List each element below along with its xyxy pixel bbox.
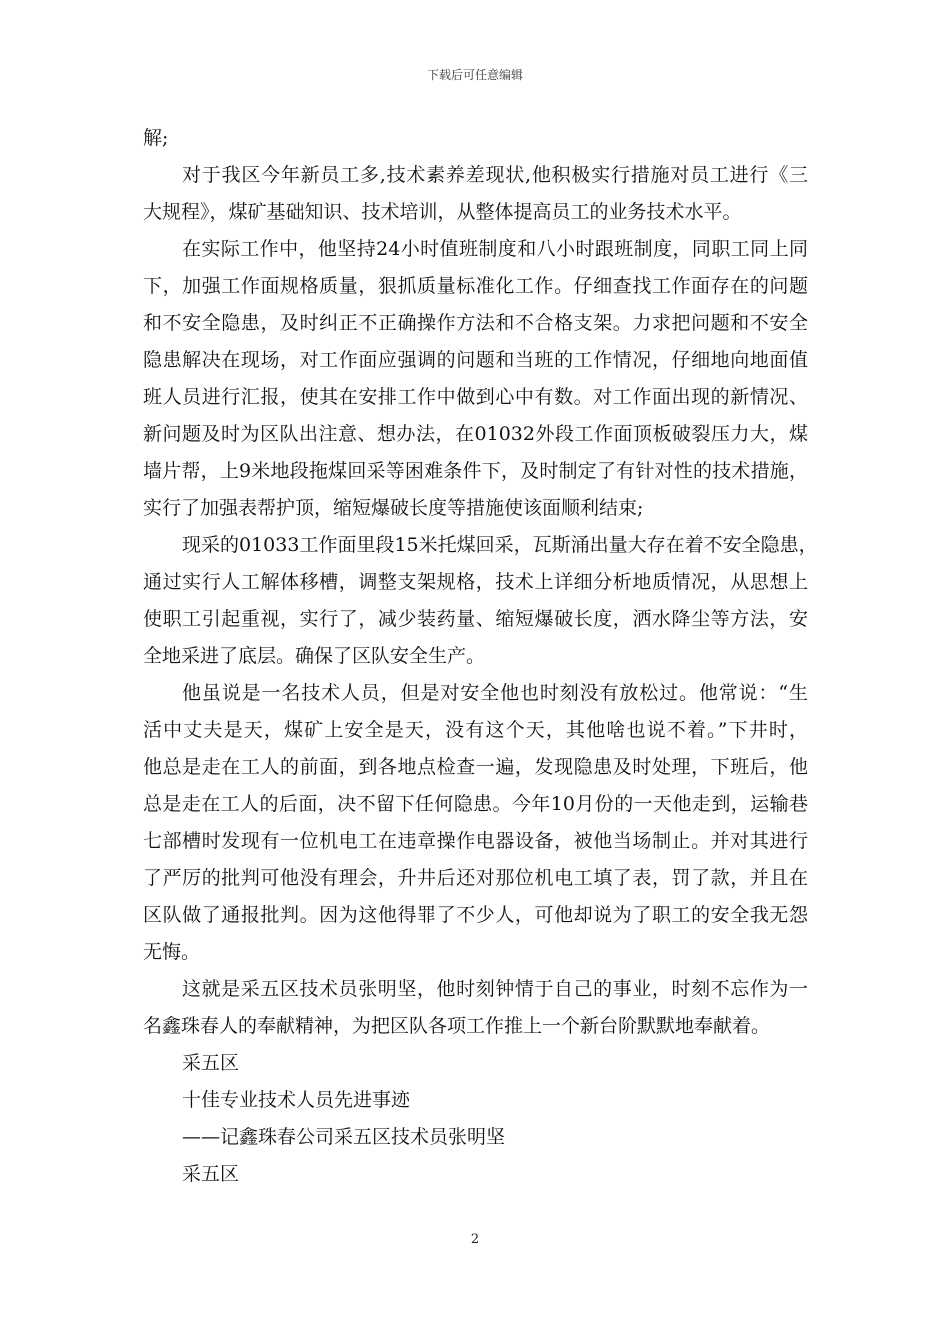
page-number: 2 [470, 1232, 480, 1247]
text-line: 班人员进行汇报，使其在安排工作中做到心中有数。对工作面出现的新情况、 [143, 386, 808, 408]
text-line: 名鑫珠春人的奉献精神，为把区队各项工作推上一个新台阶默默地奉献着。 [143, 1015, 771, 1037]
text-line: 解; [143, 127, 169, 149]
text-line: 通过实行人工解体移槽，调整支架规格，技术上详细分析地质情况，从思想上 [143, 571, 808, 593]
text-line: 下，加强工作面规格质量，狠抓质量标准化工作。仔细查找工作面存在的问题 [143, 275, 808, 297]
text-line: 七部槽时发现有一位机电工在违章操作电器设备，被他当场制止。并对其进行 [143, 830, 808, 852]
text-line: 大规程》，煤矿基础知识、技术培训，从整体提高员工的业务技术水平。 [143, 201, 742, 223]
text-line: 隐患解决在现场，对工作面应强调的问题和当班的工作情况，仔细地向地面值 [143, 349, 808, 371]
text-line: 活中丈夫是天，煤矿上安全是天，没有这个天，其他啥也说不着。”下井时， [143, 719, 808, 741]
text-line: 墙片帮，上9米地段拖煤回采等困难条件下，及时制定了有针对性的技术措施， [143, 460, 808, 482]
text-line: 实行了加强表帮护顶，缩短爆破长度等措施使该面顺利结束; [143, 497, 644, 519]
text-line: 新问题及时为区队出注意、想办法，在01032外段工作面顶板破裂压力大，煤 [143, 423, 808, 445]
text-line: 使职工引起重视，实行了，减少装药量、缩短爆破长度，洒水降尘等方法，安 [143, 608, 808, 630]
text-line: 这就是采五区技术员张明坚，他时刻钟情于自己的事业，时刻不忘作为一 [182, 978, 808, 1000]
text-line: 采五区 [182, 1163, 240, 1185]
text-line: 他虽说是一名技术人员，但是对安全他也时刻没有放松过。他常说：“生 [182, 682, 808, 704]
text-line: 区队做了通报批判。因为这他得罪了不少人，可他却说为了职工的安全我无怨 [143, 904, 808, 926]
text-line: 和不安全隐患，及时纠正不正确操作方法和不合格支架。力求把问题和不安全 [143, 312, 808, 334]
text-line: 总是走在工人的后面，决不留下任何隐患。今年10月份的一天他走到，运输巷 [143, 793, 808, 815]
document-body [143, 120, 818, 1193]
text-line: 在实际工作中，他坚持24小时值班制度和八小时跟班制度，同职工同上同 [182, 238, 808, 260]
text-line: 无悔。 [143, 941, 201, 963]
text-line: 全地采进了底层。确保了区队安全生产。 [143, 645, 486, 667]
text-line: 了严厉的批判可他没有理会，升井后还对那位机电工填了表，罚了款，并且在 [143, 867, 808, 889]
text-line: 现采的01033工作面里段15米托煤回采，瓦斯涌出量大存在着不安全隐患， [182, 534, 818, 556]
page-header: 下载后可任意编辑 [426, 68, 523, 82]
text-line: ——记鑫珠春公司采五区技术员张明坚 [182, 1126, 506, 1148]
text-line: 十佳专业技术人员先进事迹 [182, 1089, 411, 1111]
text-line: 对于我区今年新员工多,技术素养差现状,他积极实行措施对员工进行《三 [182, 164, 808, 186]
text-line: 采五区 [182, 1052, 240, 1074]
text-line: 他总是走在工人的前面，到各地点检查一遍，发现隐患及时处理，下班后，他 [143, 756, 808, 778]
